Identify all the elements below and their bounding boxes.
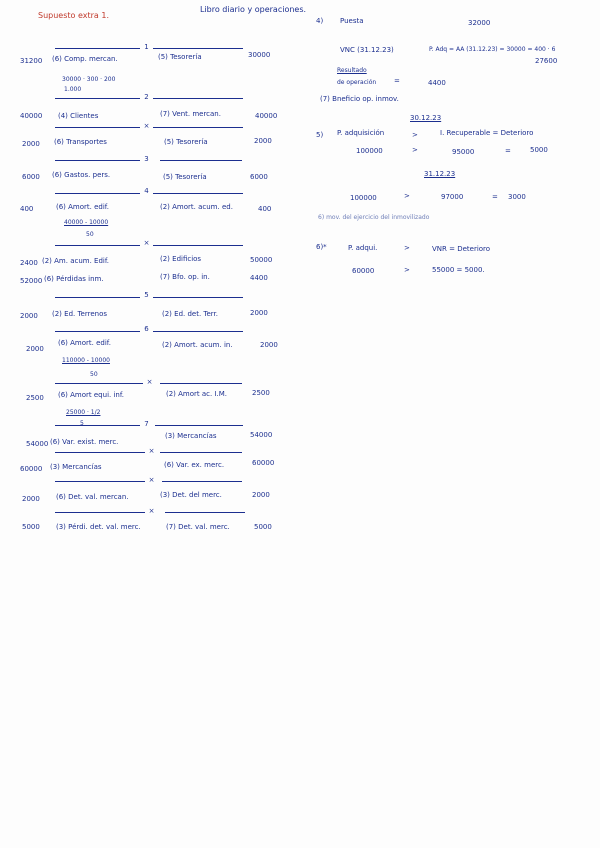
r2-compare: > [404, 192, 410, 200]
calc-line: 50 [86, 231, 94, 238]
entry-number: 6 [144, 325, 149, 333]
entry-account-left: (6) Gastos. pers. [52, 171, 111, 179]
entry-amount-right: 4400 [250, 274, 268, 282]
entry-amount-left: 2000 [26, 345, 44, 353]
entry-account-left: (6) Pérdidas inm. [44, 275, 104, 283]
entry-amount-left: 60000 [20, 465, 43, 473]
calc-line: 40000 - 10000 [64, 219, 109, 226]
entry-amount-right: 2000 [252, 491, 270, 499]
calc-line: 110000 - 10000 [62, 357, 110, 364]
entry-account-right: (3) Mercancías [165, 432, 217, 440]
entry-account-right: (5) Tesorería [158, 53, 202, 61]
resultado-label: Resultado [337, 67, 367, 74]
entry-account-right: (7) Det. val. merc. [166, 523, 230, 531]
q6b-compare: > [404, 244, 410, 252]
entry-amount-right: 400 [258, 205, 272, 213]
entry-account-left: (6) Det. val. mercan. [56, 493, 129, 501]
entry-account-right: (5) Tesorería [164, 138, 208, 146]
q5-compare: > [412, 146, 418, 154]
beneficio-line: (7) Bneficio op. inmov. [320, 95, 399, 103]
q4-label: 4) [316, 17, 324, 25]
entry-account-right: (2) Ed. det. Terr. [162, 310, 219, 318]
entry-amount-right: 50000 [250, 256, 273, 264]
entry-account-right: (2) Amort. acum. ed. [160, 203, 233, 211]
q5-value-two: 95000 [452, 148, 475, 156]
entry-number: 7 [144, 420, 149, 428]
entry-amount-left: 5000 [22, 523, 40, 531]
q6b-value-two: 55000 = 5000. [432, 266, 485, 274]
padq-line: P. Adq = AA (31.12.23) = 30000 = 400 · 6 [429, 46, 556, 53]
q6b-recuperable: VNR = Deterioro [432, 245, 491, 253]
entry-cross: × [143, 122, 150, 130]
entry-amount-left: 2400 [20, 259, 38, 267]
entry-account-left: (2) Am. acum. Edif. [42, 257, 110, 265]
entry-account-right: (7) Vent. mercan. [160, 110, 221, 118]
q6b-label: 6)* [316, 243, 327, 251]
entry-account-right: (3) Det. del merc. [160, 491, 222, 499]
entry-account-left: (4) Clientes [58, 112, 99, 120]
entry-amount-left: 52000 [20, 277, 43, 285]
entry-account-right: (5) Tesorería [163, 173, 207, 181]
calc-line: 30000 · 300 · 200 [62, 76, 116, 83]
entry-amount-right: 40000 [255, 112, 278, 120]
entry-account-left: (6) Amort equi. inf. [58, 391, 125, 399]
date-one: 30.12.23 [410, 114, 442, 122]
entry-number: 2 [144, 93, 149, 101]
title-left: Supuesto extra 1. [38, 11, 109, 20]
entry-amount-left: 31200 [20, 57, 43, 65]
entry-number: 5 [144, 291, 149, 299]
entry-amount-right: 2000 [254, 137, 272, 145]
q6b-compare-two: > [404, 266, 410, 274]
q5-value-three: 5000 [530, 146, 548, 154]
operacion-eq: = [394, 77, 400, 85]
q5-label: 5) [316, 131, 324, 139]
q4-value: 32000 [468, 19, 491, 27]
entry-amount-left: 400 [20, 205, 34, 213]
operacion-value: 4400 [428, 79, 446, 87]
entry-cross: × [148, 476, 155, 484]
calc-line: 25000 · 1/2 [66, 409, 101, 416]
q4-text: Puesta [340, 17, 364, 25]
calc-line: 1.000 [64, 86, 82, 93]
entry-amount-left: 2000 [22, 140, 40, 148]
entry-account-left: (6) Transportes [54, 138, 107, 146]
entry-number: 1 [144, 43, 149, 51]
entry-amount-left: 2000 [22, 495, 40, 503]
q5-eq: = [505, 147, 511, 155]
q5-value-one: 100000 [356, 147, 383, 155]
entry-amount-right: 2000 [250, 309, 268, 317]
entry-amount-right: 2000 [260, 341, 278, 349]
vnc-line: VNC (31.12.23) [340, 46, 394, 54]
entry-account-left: (2) Ed. Terrenos [52, 310, 108, 318]
entry-account-left: (6) Amort. edif. [56, 203, 109, 211]
entry-account-right: (7) Bfo. op. in. [160, 273, 210, 281]
entry-account-right: (2) Amort ac. I.M. [166, 390, 228, 398]
padq-value: 27600 [535, 57, 558, 65]
entry-account-left: (3) Mercancías [50, 463, 102, 471]
entry-number: 3 [144, 155, 149, 163]
entry-number: 4 [144, 187, 149, 195]
entry-amount-right: 30000 [248, 51, 271, 59]
calc-line: 5 [80, 420, 84, 427]
r2-value-two: 97000 [441, 193, 464, 201]
title-center: Libro diario y operaciones. [200, 5, 307, 14]
entry-amount-left: 2000 [20, 312, 38, 320]
q5-head: P. adquisición [337, 129, 385, 137]
entry-account-right: (6) Var. ex. merc. [164, 461, 225, 469]
entry-account-left: (6) Amort. edif. [58, 339, 111, 347]
r2-value-one: 100000 [350, 194, 377, 202]
entry-cross: × [143, 239, 150, 247]
entry-amount-right: 2500 [252, 389, 270, 397]
entry-amount-right: 5000 [254, 523, 272, 531]
entry-account-left: (6) Comp. mercan. [52, 55, 118, 63]
entry-amount-left: 2500 [26, 394, 44, 402]
entry-account-left: (6) Var. exist. merc. [50, 438, 119, 446]
q6b-value-one: 60000 [352, 267, 375, 275]
entry-amount-left: 40000 [20, 112, 43, 120]
entry-account-right: (2) Edificios [160, 255, 202, 263]
entry-account-right: (2) Amort. acum. in. [162, 341, 233, 349]
entry-amount-right: 6000 [250, 173, 268, 181]
entry-cross: × [146, 378, 153, 386]
entry-cross: × [148, 507, 155, 515]
date-two: 31.12.23 [424, 170, 456, 178]
q5-compare: > [412, 131, 418, 139]
entry-amount-right: 54000 [250, 431, 273, 439]
operacion-label: de operación [337, 79, 377, 86]
r2-eq: = [492, 193, 498, 201]
entry-amount-left: 6000 [22, 173, 40, 181]
entry-cross: × [148, 447, 155, 455]
entry-amount-right: 60000 [252, 459, 275, 467]
q5-recuperable: I. Recuperable = Deterioro [440, 129, 534, 137]
q6-text: 6) mov. del ejercicio del inmovilizado [318, 214, 430, 221]
r2-value-three: 3000 [508, 193, 526, 201]
q6b-head: P. adqui. [348, 244, 378, 252]
calc-line: 50 [90, 371, 98, 378]
entry-amount-left: 54000 [26, 440, 49, 448]
entry-account-left: (3) Pérdi. det. val. merc. [56, 523, 141, 531]
